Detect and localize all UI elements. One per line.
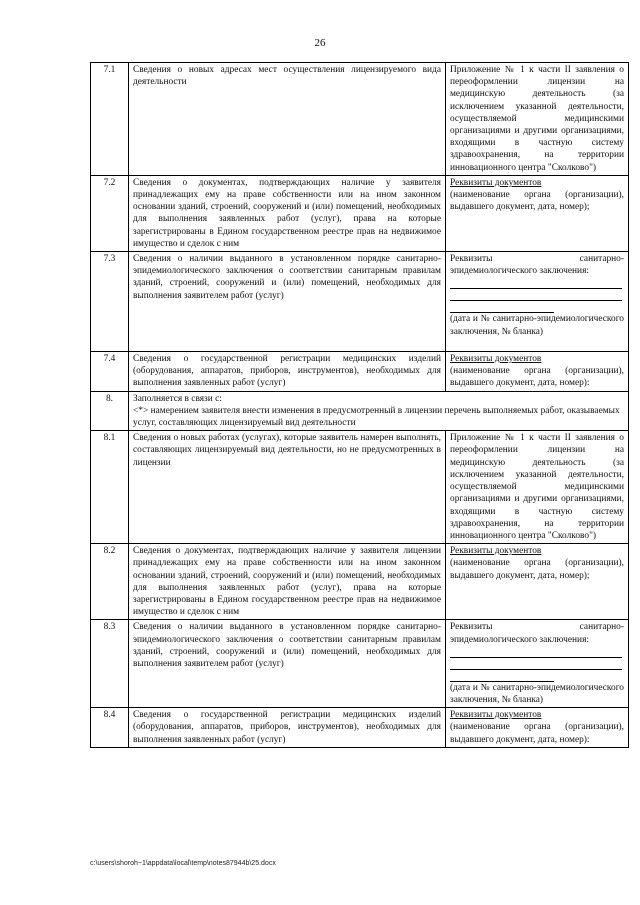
row-note: Приложение № 1 к части II заявления о переоформлении лицензии на медицинскую деятельность (за исключением указанной деятельности, осуществляемой медицинскими организациями и другими организациями, входящими в частную систему здравоохранения, на территории инновационного центра "Сколково") [446, 63, 629, 176]
row-text-2: <*> намерением заявителя внести изменения в предусмотренный в лицензии перечень выполняемых работ, оказываемых услуг, составляющих лицензируемый вид деятельности [133, 405, 620, 429]
requisites-label: Реквизиты документов [450, 546, 542, 557]
row-text: Сведения о документах, подтверждающих наличие у заявителя принадлежащих ему на праве собственности или на ином законном основании зданий, строений, сооружений и (или) помещений, необходимых для выполнения заявленных работ (услуг), права на которые зарегистрированы в Едином государственном реестре прав на недвижимое имущество и сделок с ним [129, 175, 446, 251]
row-note: Реквизиты санитарно-эпидемиологического заключения: [450, 254, 624, 277]
blank-line [450, 658, 622, 670]
document-table [90, 62, 629, 748]
row-text: Сведения о наличии выданного в установленном порядке санитарно-эпидемиологического заключения о соответствии санитарным правилам зданий, строений, сооружений и (или) помещений, необходимых для выполнения заявителем работ (услуг) [129, 252, 446, 352]
row-note-cell [446, 708, 629, 748]
row-note-cell [446, 252, 629, 352]
requisites-label: Реквизиты документов [450, 710, 542, 721]
table-row [91, 175, 629, 251]
row-number: 7.1 [91, 63, 129, 176]
blank-line [450, 301, 554, 313]
table-row [91, 252, 629, 352]
row-text: Сведения о государственной регистрации медицинских изделий (оборудования, аппаратов, приборов, инструментов), необходимых для выполнения заявленных работ (услуг) [129, 708, 446, 748]
row-text: Сведения о наличии выданного в установленном порядке санитарно-эпидемиологического заключения о соответствии санитарным правилам зданий, строений, сооружений и (или) помещений, необходимых для выполнения заявителем работ (услуг) [129, 620, 446, 708]
row-number: 8.1 [91, 431, 129, 544]
row-text-cell [129, 391, 629, 431]
table-row [91, 708, 629, 748]
row-text: Сведения о новых работах (услугах), которые заявитель намерен выполнять, составляющих лицензируемый вид деятельности, но не предусмотренных в лицензии [129, 431, 446, 544]
row-text: Сведения о документах, подтверждающих наличие у заявителя лицензии принадлежащих ему на праве собственности или на ином законном основании зданий, строений, сооружений и (или) помещений, необходимых для выполнения заявленных работ (услуг), права на которые зарегистрированы в Едином государственном реестре прав на недвижимое имущество и сделок с ним [129, 544, 446, 620]
blank-line [450, 277, 622, 289]
table-row [91, 544, 629, 620]
table-row [91, 620, 629, 708]
page-number: 26 [314, 37, 326, 49]
row-number: 8.4 [91, 708, 129, 748]
row-note-cell [446, 175, 629, 251]
row-note: (наименование органа (организации), выдавшего документ, дата, номер): [450, 722, 624, 745]
row-number: 8. [91, 391, 129, 431]
row-note-after: (дата и № санитарно-эпидемиологического заключения, № бланка) [450, 314, 624, 337]
blank-line [450, 670, 554, 682]
row-number: 7.4 [91, 352, 129, 392]
requisites-label: Реквизиты документов [450, 354, 542, 365]
row-text: Заполняется в связи с: [133, 393, 222, 404]
row-number: 8.2 [91, 544, 129, 620]
row-text: Сведения о государственной регистрации медицинских изделий (оборудования, аппаратов, приборов, инструментов), необходимых для выполнения заявленных работ (услуг) [129, 352, 446, 392]
requisites-label: Реквизиты документов [450, 177, 542, 188]
row-number: 7.3 [91, 252, 129, 352]
row-note-cell [446, 620, 629, 708]
row-note-cell [446, 544, 629, 620]
row-note-cell [446, 352, 629, 392]
row-note: Приложение № 1 к части II заявления о переоформлении лицензии на медицинскую деятельность (за исключением указанной деятельности, осуществляемой медицинскими организациями и другими организациями, входящими в частную систему здравоохранения, на территории инновационного центра "Сколково") [446, 431, 629, 544]
row-number: 7.2 [91, 175, 129, 251]
row-note: Реквизиты санитарно-эпидемиологического заключения: [450, 622, 624, 645]
blank-line [450, 646, 622, 658]
table-row [91, 63, 629, 176]
table-row [91, 352, 629, 392]
row-note: (наименование органа (организации), выдавшего документ, дата, номер): [450, 366, 624, 389]
file-path-footer: c:\users\shoroh~1\appdata\local\temp\notes87944b\25.docx [90, 860, 276, 867]
row-number: 8.3 [91, 620, 129, 708]
table-row [91, 431, 629, 544]
table-row [91, 391, 629, 431]
row-text: Сведения о новых адресах мест осуществления лицензируемого вида деятельности [129, 63, 446, 176]
row-note-after: (дата и № санитарно-эпидемиологического заключения, № бланка) [450, 682, 624, 705]
row-note: (наименование органа (организации), выдавшего документ, дата, номер); [450, 558, 624, 581]
blank-line [450, 289, 622, 301]
row-note: (наименование органа (организации), выдавшего документ, дата, номер); [450, 190, 624, 213]
